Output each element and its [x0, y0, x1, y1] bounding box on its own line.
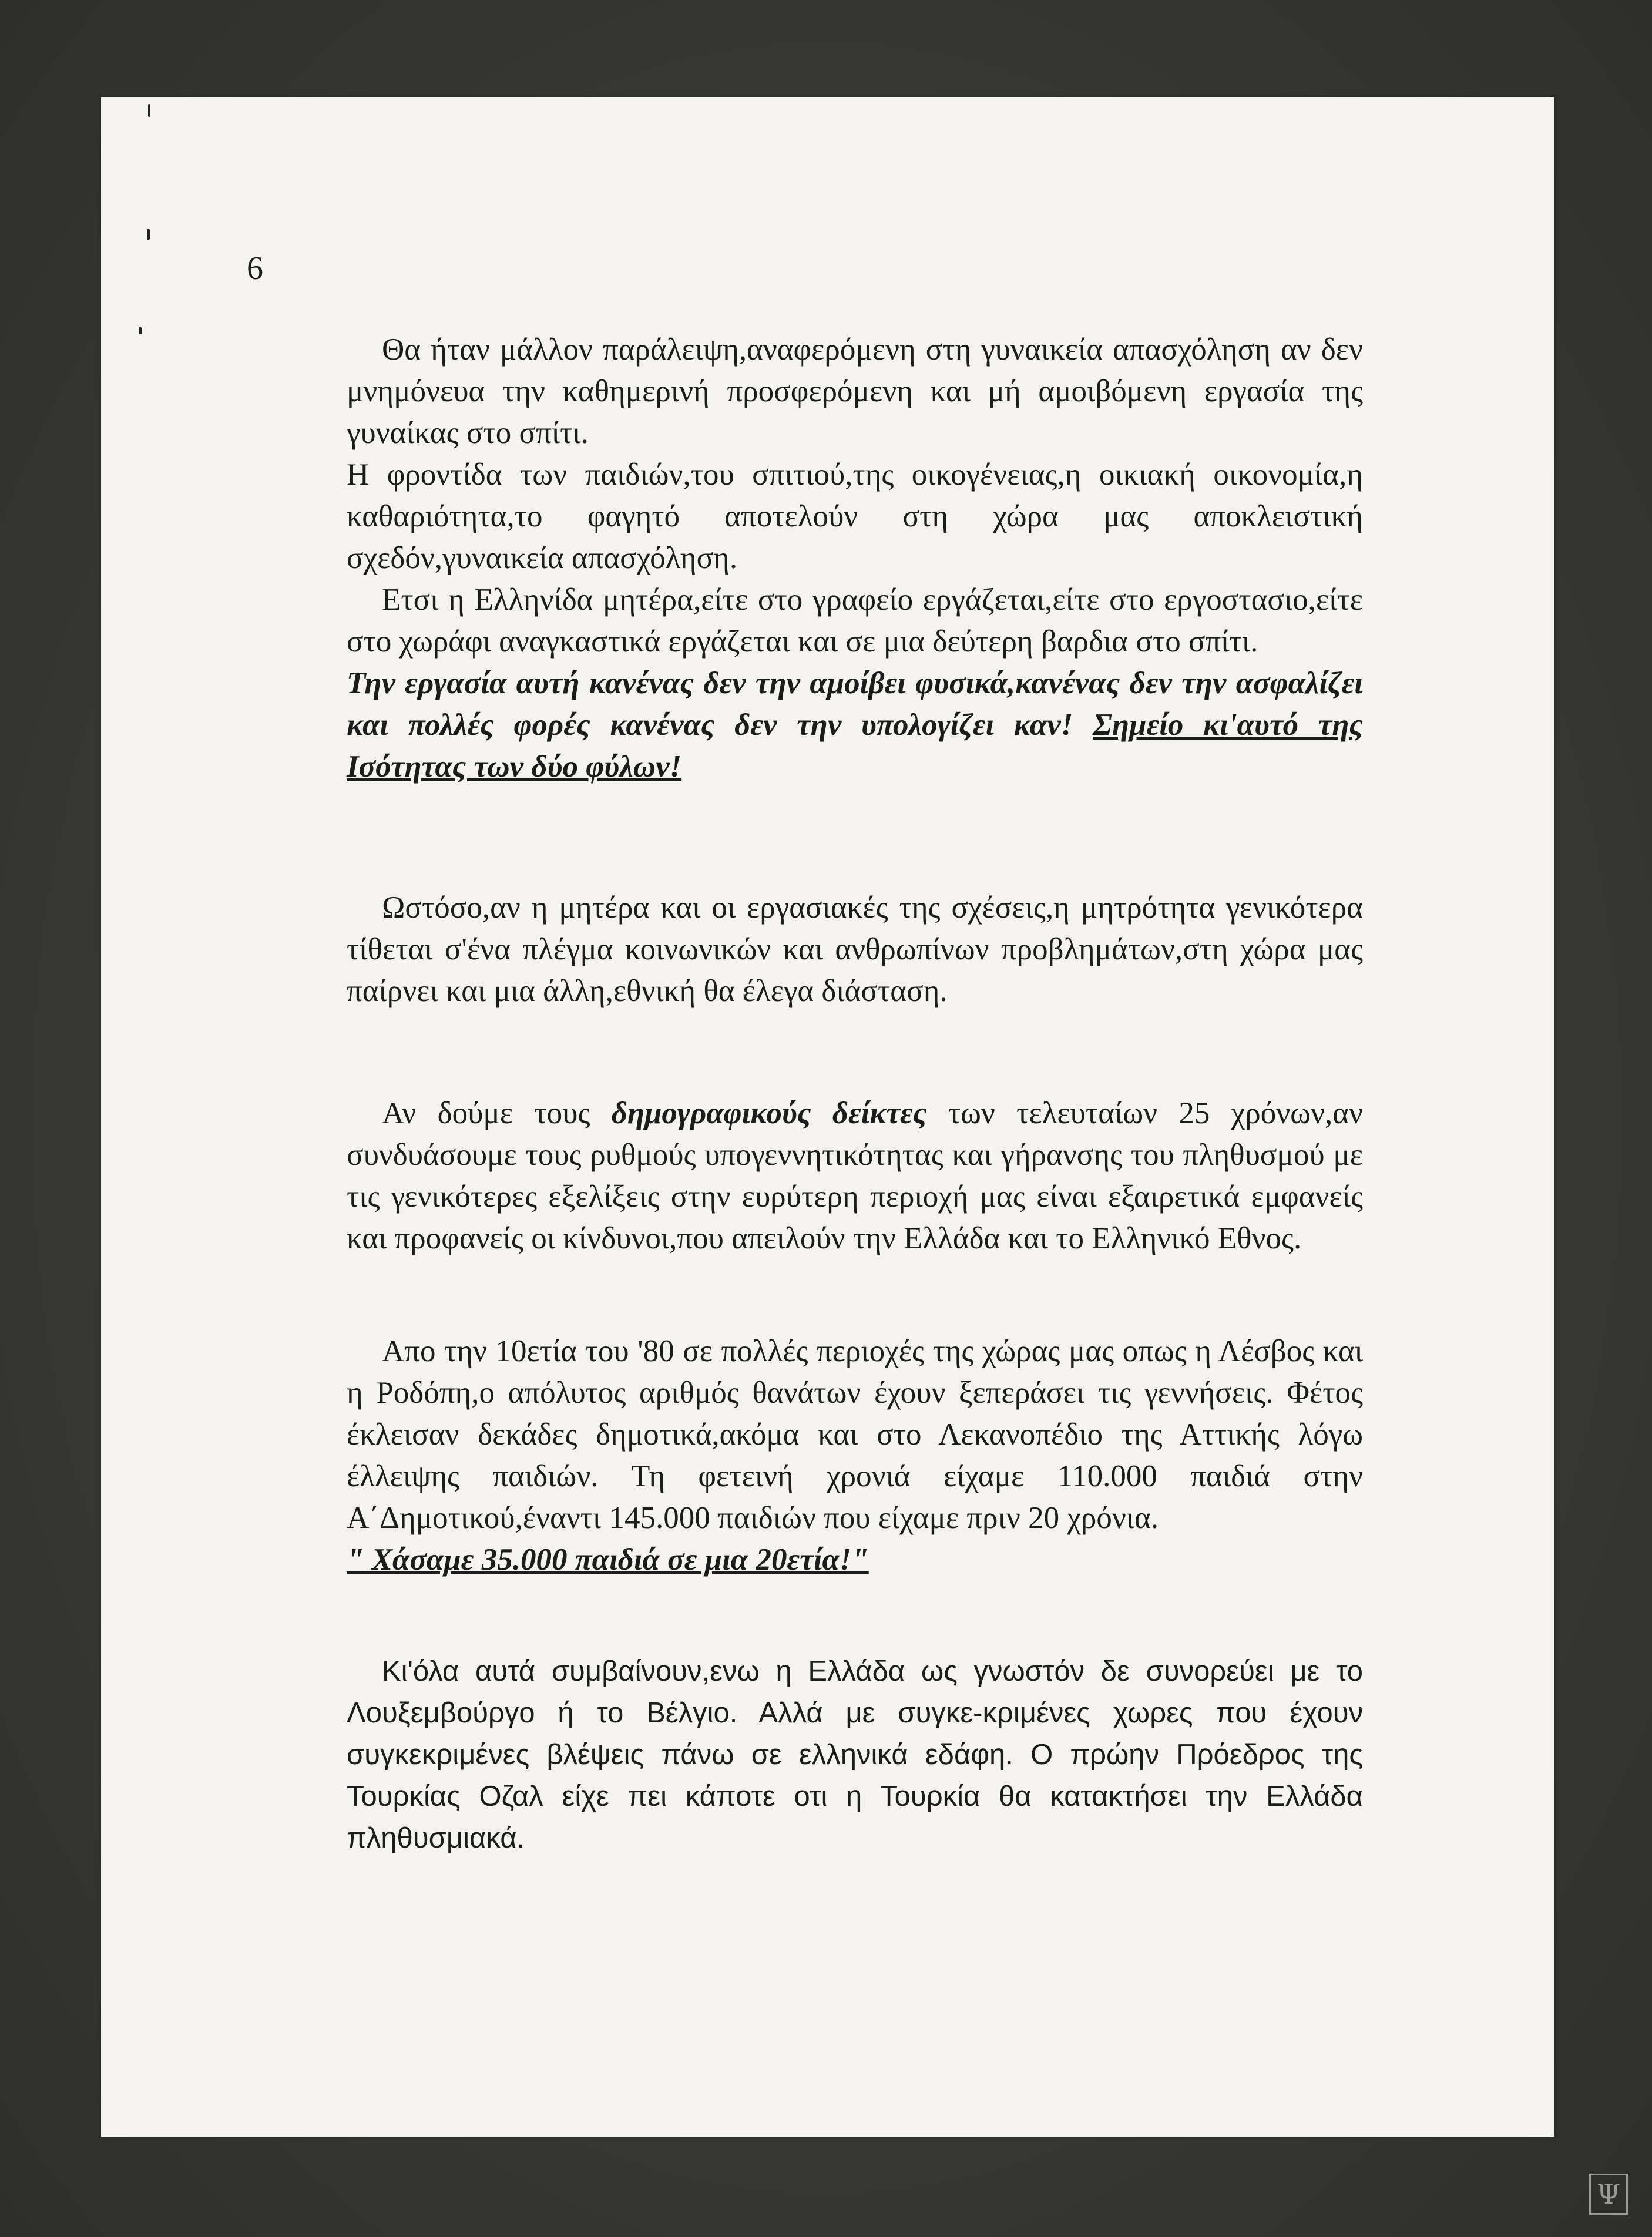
punch-mark [148, 104, 150, 117]
paragraph-5-block [347, 887, 1363, 1012]
paragraph-7: Απο την 10ετία του '80 σε πολλές περιοχές της χώρας μας οπως η Λέσβος και η Ροδόπη,ο απόλυτος αριθμός θανάτων έχουν ξεπεράσει τις γεννήσεις. Φέτος έκλεισαν δεκάδες δημοτικά,ακόμα και στο Λεκανοπέδιο της Αττικής λόγω έλλειψης παιδιών. Τη φετεινή χρονιά είχαμε 110.000 παιδιά στην Α΄Δημοτικού,έναντι 145.000 παιδιών που είχαμε πριν 20 χρόνια. [347, 1334, 1363, 1535]
paragraph-6-rest: των τελευταίων 25 χρόνων,αν συνδυάσουμε τους ρυθμούς υπογεννητικότητας και γήρανσης του πληθυσμού με τις γενικότερες εξελίξεις στην ευρύτερη περιοχή μας είναι εξαιρετικά εμφανείς και προφανείς οι κίνδυνοι,που απειλούν την Ελλάδα και το Ελληνικό Εθνος. [347, 1096, 1364, 1255]
paragraph-6-start: Αν δούμε τους [382, 1096, 590, 1130]
paragraph-6 [347, 1093, 1363, 1259]
paragraph-1: Θα ήταν μάλλον παράλειψη,αναφερόμενη στη γυναικεία απασχόληση αν δεν μνημόνευα την καθημερινή προσφερόμενη και μή αμοιβόμενη εργασία της γυναίκας στο σπίτι. [347, 332, 1363, 450]
paragraph-8-block [347, 1651, 1363, 1859]
page-number: 6 [247, 250, 263, 287]
paragraph-3: Ετσι η Ελληνίδα μητέρα,είτε στο γραφείο εργάζεται,είτε στο εργοστασιο,είτε στο χωράφι αναγκαστικά εργάζεται και σε μια δεύτερη βαρδια στο σπίτι. [347, 583, 1363, 659]
paragraph-5: Ωστόσο,αν η μητέρα και οι εργασιακές της σχέσεις,η μητρότητα γενικότερα τίθεται σ'ένα πλέγμα κοινωνικών και ανθρωπίνων προβλημάτων,στη χώρα μας παίρνει και μια άλλη,εθνική θα έλεγα διάσταση. [347, 891, 1363, 1008]
emphasis-underlined-text: Σημείο κι'αυτό της Ισότητας των δύο φύλων! [347, 708, 1363, 784]
paragraph-4 [347, 663, 1363, 788]
emphasis-text: Την εργασία αυτή κανένας δεν την αμοίβει φυσικά,κανένας δεν την ασφαλίζει και πολλές φορές κανένας δεν την υπολογίζει καν! [347, 666, 1363, 742]
lost-children-quote: " Χάσαμε 35.000 παιδιά σε μια 20ετία!" [347, 1543, 869, 1577]
punch-mark [147, 229, 150, 240]
punch-mark [139, 327, 142, 334]
paragraph-6-block [347, 1093, 1363, 1259]
paragraph-7-quote [347, 1539, 1363, 1581]
paragraph-2: Η φροντίδα των παιδιών,του σπιτιού,της οικογένειας,η οικιακή οικονομία,η καθαριότητα,το φαγητό αποτελούν στη χώρα μας αποκλειστική σχεδόν,γυναικεία απασχόληση. [347, 458, 1363, 575]
paragraph-7-block [347, 1331, 1363, 1581]
archive-logo-icon: Ψ [1589, 2174, 1628, 2215]
demographic-indicators-emphasis: δημογραφικούς δείκτες [611, 1096, 927, 1130]
paragraph-8: Κι'όλα αυτά συμβαίνουν,ενω η Ελλάδα ως γνωστόν δε συνορεύει με το Λουξεμβούργο ή το Βέλγιο. Αλλά με συγκε-κριμένες χωρες που έχουν συγκεκριμένες βλέψεις πάνω σε ελληνικά εδάφη. Ο πρώην Πρόεδρος της Τουρκίας Οζαλ είχε πει κάποτε οτι η Τουρκία θα κατακτήσει την Ελλάδα πληθυσμιακά. [347, 1655, 1363, 1854]
paragraph-1-block [347, 329, 1363, 788]
